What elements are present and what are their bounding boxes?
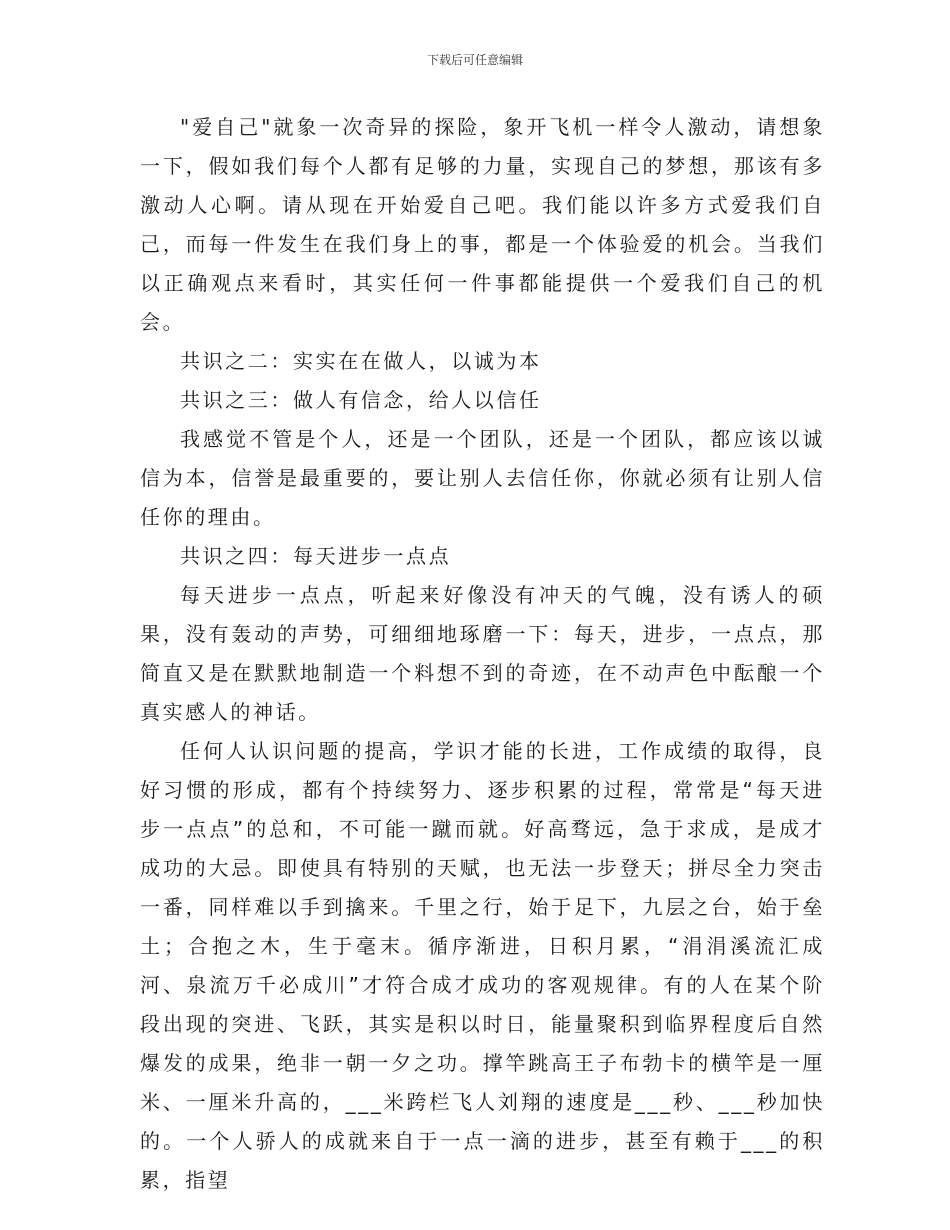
- heading-consensus-four: 共识之四：每天进步一点点: [180, 544, 452, 568]
- paragraph-daily-progress: 每天进步一点点，听起来好像没有冲天的气魄，没有诱人的硕果，没有轰动的声势，可细细地琢磨一下：每天，进步，一点点，那简直又是在默默地制造一个料想不到的奇迹，在不动声色中酝酿一个真实感人的神话。: [140, 583, 825, 724]
- heading-consensus-two: 共识之二：实实在在做人，以诚为本: [180, 349, 542, 373]
- paragraph-accumulation: 任何人认识问题的提高，学识才能的长进，工作成绩的取得，良好习惯的形成，都有个持续努力、逐步积累的过程，常常是“每天进步一点点”的总和，不可能一蹴而就。好高骛远，急于求成，是成才成功的大忌。即使具有特别的天赋，也无法一步登天；拼尽全力突击一番，同样难以手到擒来。千里之行，始于足下，九层之台，始于垒土；合抱之木，生于毫末。循序渐进，日积月累，“涓涓溪流汇成河、泉流万千必成川”才符合成才成功的客观规律。有的人在某个阶段出现的突进、飞跃，其实是积以时日，能量聚积到临界程度后自然爆发的成果，绝非一朝一夕之功。撑竿跳高王子布勃卡的横竿是一厘米、一厘米升高的，___米跨栏飞人刘翔的速度是___秒、___秒加快的。一个人骄人的成就来自于一点一滴的进步，甚至有赖于___的积累，指望: [140, 739, 825, 1192]
- page-header: 下载后可任意编辑: [426, 53, 523, 67]
- heading-consensus-three: 共识之三：做人有信念，给人以信任: [180, 388, 542, 412]
- paragraph-integrity: 我感觉不管是个人，还是一个团队，还是一个团队，都应该以诚信为本，信誉是最重要的，要让别人去信任你，你就必须有让别人信任你的理由。: [140, 427, 825, 529]
- document-body: [140, 108, 825, 1200]
- paragraph-love-yourself: "爱自己"就象一次奇异的探险，象开飞机一样令人激动，请想象一下，假如我们每个人都有足够的力量，实现自己的梦想，那该有多激动人心啊。请从现在开始爱自己吧。我们能以许多方式爱我们自己，而每一件发生在我们身上的事，都是一个体验爱的机会。当我们以正确观点来看时，其实任何一件事都能提供一个爱我们自己的机会。: [140, 115, 825, 334]
